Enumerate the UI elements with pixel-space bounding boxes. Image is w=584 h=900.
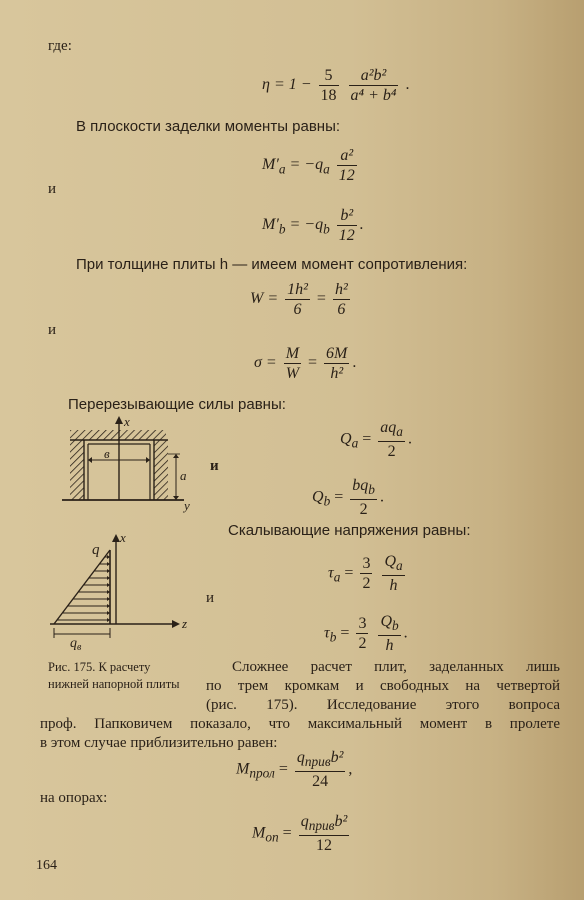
fig1-label-x: x (124, 414, 130, 429)
para-full-line-1: проф. Папковичем показало, что максимальный момент в пролете (40, 716, 560, 732)
eq-ma-sub2: a (323, 161, 330, 177)
eq-qa-equals: = (362, 430, 372, 448)
equation-ma (262, 146, 360, 185)
eq-mb-sub2: b (323, 221, 330, 237)
equation-mb (262, 206, 364, 245)
caption-line-2: нижней напорной плиты (48, 677, 180, 691)
eq-tb-equals: = (340, 624, 350, 642)
eq-mb-mid: = −q (289, 216, 324, 234)
eq-mop-numsup: b² (334, 813, 348, 830)
eq-ma-sub: a (278, 161, 286, 177)
eq-qa-num: aq (380, 419, 397, 436)
equation-qb (312, 476, 384, 519)
eq-ta-den2: h (389, 577, 398, 595)
fig2-label-qv-sub: в (77, 642, 82, 650)
page-number: 164 (36, 858, 57, 873)
eq-mb-num: b² (337, 206, 357, 226)
eq-eta-coef-num: 5 (319, 66, 339, 86)
eq-w-den2: 6 (337, 301, 346, 318)
eq-w-lhs: W = (250, 290, 279, 308)
equation-m-prol (236, 748, 352, 791)
equation-tau-a (328, 552, 408, 595)
eq-mop-lhs: M (252, 824, 266, 842)
para-right-line-2: по трем кромкам и свободных на четвертой (206, 678, 560, 694)
fig2-label-q: q (92, 542, 100, 558)
eq-mb-tail: . (359, 216, 364, 234)
eq-sigma-num1: M (285, 345, 300, 362)
eq-sigma-num2: 6M (326, 345, 348, 362)
eq-qb-lhs: Q (312, 488, 324, 506)
eq-sigma-den1: W (285, 365, 300, 382)
eq-mpr-lhs: M (236, 760, 250, 778)
paragraph-stress: Скалывающие напряжения равны: (228, 522, 471, 539)
eq-ma-num: a² (337, 146, 357, 166)
eq-mb-lhs: M′ (262, 216, 279, 234)
eq-ta-num2sub: a (396, 558, 403, 574)
eq-tb-lhs: τ (324, 624, 330, 642)
eq-w-num1: 1h² (287, 281, 308, 298)
equation-sigma (254, 344, 356, 383)
eq-w-num2: h² (334, 281, 348, 298)
eq-eta-lhs: η = 1 − (262, 76, 312, 94)
equation-eta (262, 66, 409, 105)
fig1-label-b: в (104, 446, 110, 461)
eq-mop-numsub: прив (308, 818, 335, 834)
eq-qb-sub: b (323, 493, 331, 509)
eq-mpr-numsup: b² (330, 749, 344, 766)
eq-qa-sub: a (351, 435, 359, 451)
eq-mpr-den: 24 (312, 773, 329, 791)
paragraph-thickness: При толщине плиты h — имеем момент сопротивления: (76, 256, 468, 273)
eq-qb-tail: . (379, 488, 384, 506)
eq-tb-num2sub: b (392, 618, 399, 634)
eq-eta-den: a⁴ + b⁴ (350, 87, 397, 104)
para-full-line-2: в этом случае приблизительно равен: (40, 735, 278, 751)
eq-mpr-numsub: прив (304, 754, 331, 770)
paragraph-right (206, 658, 560, 715)
para-right-line-1: Сложнее расчет плит, заделанных лишь (232, 659, 560, 675)
eq-eta-num: a²b² (349, 66, 399, 86)
eq-w-den1: 6 (293, 301, 302, 318)
eq-qa-lhs: Q (340, 430, 352, 448)
conjunction-and-2: и (48, 322, 57, 338)
eq-sigma-equals: = (308, 354, 318, 372)
equation-tau-b (324, 612, 408, 655)
conjunction-and-4: и (206, 590, 215, 606)
eq-ta-sub: a (333, 569, 341, 585)
equation-qa (340, 418, 412, 461)
eq-ma-lhs: M′ (262, 156, 279, 174)
para-right-line-3: (рис. 175). Исследование этого вопроса (206, 697, 560, 713)
eq-qa-den: 2 (387, 443, 396, 461)
eq-tb-den1: 2 (358, 635, 367, 653)
eq-tb-den2: h (385, 637, 394, 655)
eq-ta-num1: 3 (362, 555, 371, 573)
eq-ta-equals: = (344, 564, 354, 582)
equation-m-op (252, 812, 352, 855)
eq-mpr-sub: прол (249, 765, 275, 781)
eq-tb-num2: Q (380, 613, 392, 630)
eq-eta-coef-den: 18 (320, 87, 337, 104)
hatched-wall-left (70, 440, 84, 500)
eq-qb-equals: = (334, 488, 344, 506)
paragraph-plane: В плоскости заделки моменты равны: (76, 118, 341, 135)
eq-qa-tail: . (407, 430, 412, 448)
eq-mb-sub: b (278, 221, 286, 237)
eq-qb-den: 2 (359, 501, 368, 519)
fig2-label-z: z (182, 616, 188, 631)
eq-qa-numsub: a (396, 424, 403, 440)
fig2-label-x: x (120, 530, 126, 545)
eq-mop-equals: = (282, 824, 292, 842)
hatched-wall-top (70, 430, 166, 440)
eq-tb-sub: b (329, 629, 337, 645)
figure-plate-section (58, 414, 200, 514)
eq-ta-den1: 2 (362, 575, 371, 593)
eq-sigma-den2: h² (330, 365, 344, 382)
eq-sigma-tail: . (352, 354, 357, 372)
eq-qb-num: bq (352, 477, 369, 494)
paragraph-supports: на опорах: (40, 790, 108, 806)
figure-caption (48, 659, 180, 693)
hatched-wall-right (154, 440, 168, 500)
figure-load-diagram (46, 530, 196, 650)
eq-mb-den: 12 (338, 227, 355, 244)
eq-mop-sub: оп (265, 829, 279, 845)
eq-w-equals: = (316, 290, 326, 308)
eq-ta-lhs: τ (328, 564, 334, 582)
intro-text: где: (48, 38, 72, 54)
x-axis-arrow (115, 416, 123, 424)
eq-tb-num1: 3 (358, 615, 367, 633)
conjunction-and-1: и (48, 181, 57, 197)
fig1-label-a: a (180, 468, 187, 483)
fig1-label-y: y (184, 498, 190, 513)
eq-mpr-tail: , (348, 760, 353, 778)
eq-mop-num: q (300, 813, 309, 830)
paragraph-shear: Перерезывающие силы равны: (68, 396, 286, 413)
eq-qb-numsub: b (368, 482, 375, 498)
eq-mpr-equals: = (278, 760, 288, 778)
eq-ma-den: 12 (338, 167, 355, 184)
eq-mop-den: 12 (315, 837, 332, 855)
eq-eta-tail: . (405, 76, 410, 94)
eq-ma-mid: = −q (289, 156, 324, 174)
equation-w (250, 280, 353, 319)
eq-sigma-lhs: σ = (254, 354, 277, 372)
conjunction-and-3: и (210, 458, 219, 474)
eq-mpr-num: q (296, 749, 305, 766)
eq-ta-num2: Q (384, 553, 396, 570)
fig2-label-qv: q (70, 636, 77, 650)
svg-text:qв (70, 636, 82, 650)
caption-line-1: Рис. 175. К расчету (48, 660, 151, 674)
eq-tb-tail: . (403, 624, 408, 642)
